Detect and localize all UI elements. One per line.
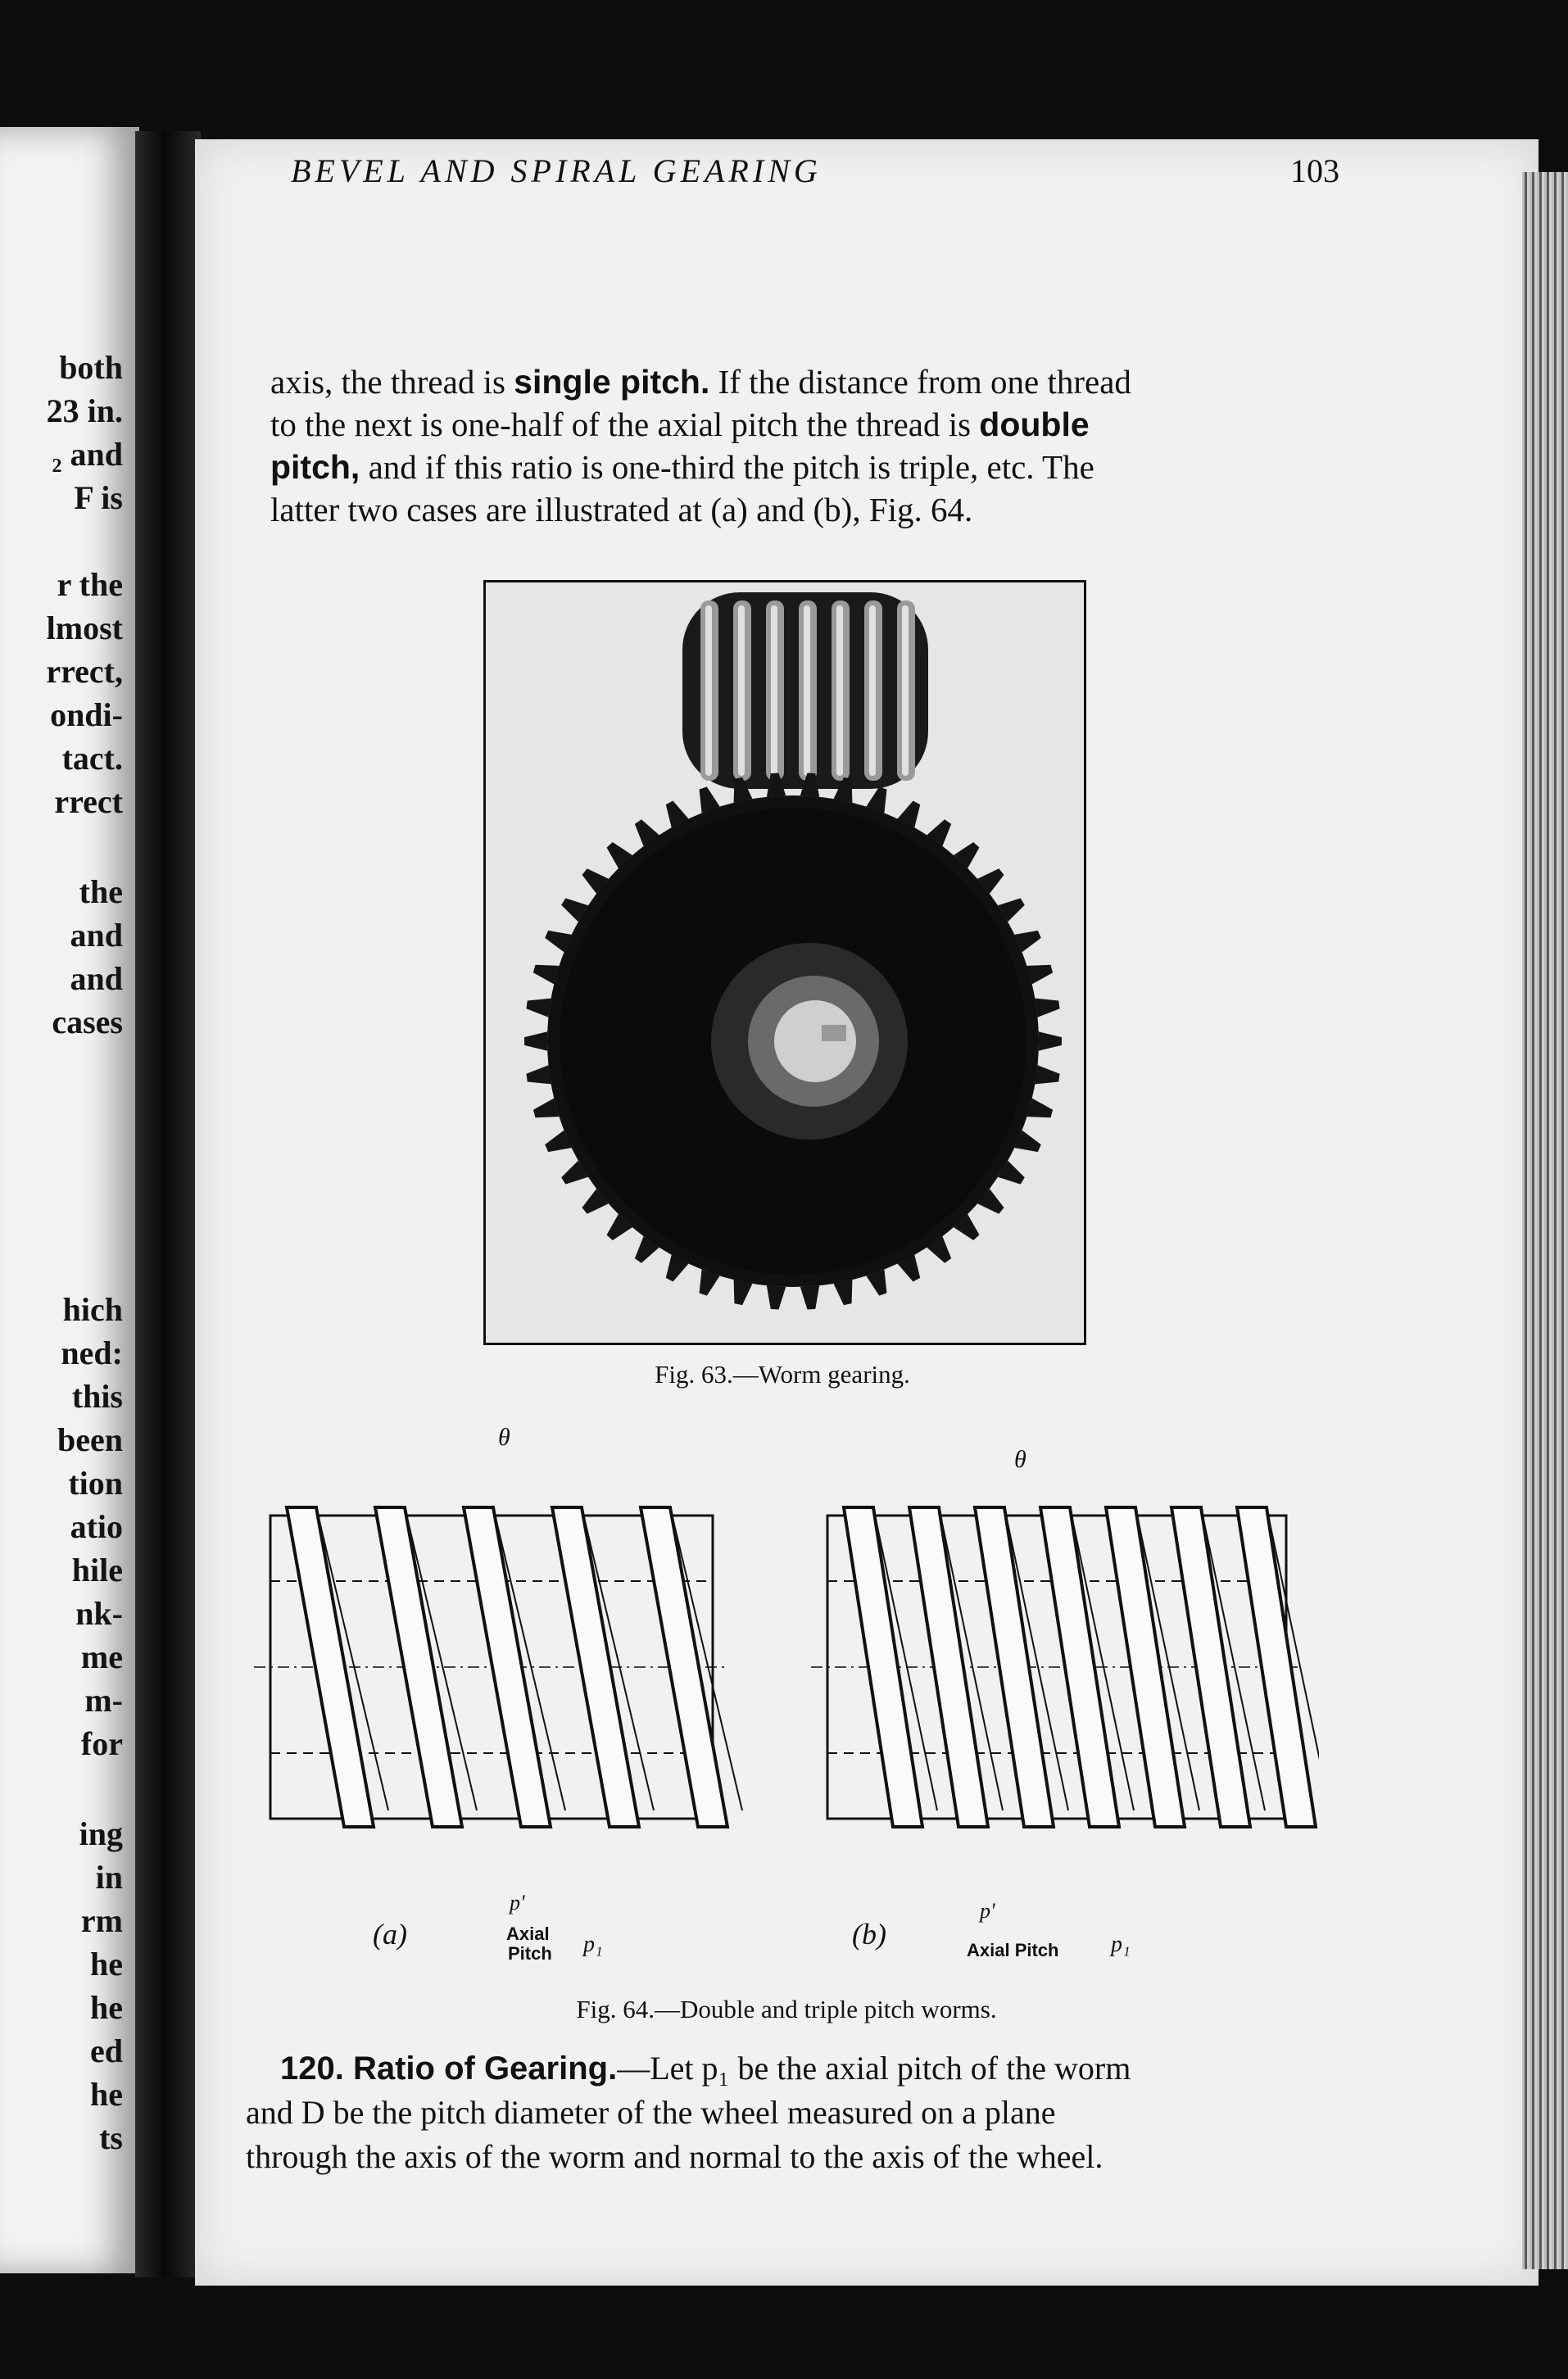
- section-line-1: 120. Ratio of Gearing.—Let p₁ be the axial pitch of the worm: [280, 2050, 1131, 2087]
- left-page-line: and: [70, 960, 123, 997]
- left-page-line: 23 in.: [46, 392, 123, 429]
- fig64b-p-prime: p': [980, 1899, 995, 1923]
- fig64a-p1: p₁: [583, 1932, 603, 1957]
- left-page-line: this: [71, 1378, 123, 1415]
- left-page-line: and: [70, 917, 123, 954]
- left-page: [0, 127, 139, 2273]
- left-page-line: ing: [79, 1815, 123, 1852]
- left-page-line: F is: [74, 479, 123, 516]
- left-page-line: for: [80, 1725, 123, 1762]
- left-page-line: tion: [68, 1465, 123, 1502]
- left-page-line: hile: [71, 1552, 123, 1588]
- left-page-line: ed: [90, 2032, 123, 2069]
- left-page-line: both: [59, 349, 123, 386]
- worm-gear-illustration: [486, 582, 1084, 1343]
- left-page-line: hich: [62, 1291, 123, 1328]
- left-page-line: r the: [57, 566, 123, 603]
- left-page-line: in: [95, 1859, 123, 1896]
- left-page-line: rrect: [54, 783, 123, 820]
- left-page-line: nk-: [75, 1595, 123, 1632]
- left-page-line: ned:: [61, 1335, 123, 1371]
- fig64b-axial-pitch-label: Axial Pitch: [967, 1940, 1059, 1960]
- fig63-worm-gear-photo: [483, 580, 1086, 1345]
- section-line-3: through the axis of the worm and normal to the axis of the wheel.: [246, 2138, 1103, 2175]
- fig64b-p1: p₁: [1111, 1932, 1131, 1957]
- left-page-line: tact.: [61, 740, 123, 777]
- section-heading: 120. Ratio of Gearing.: [280, 2050, 618, 2087]
- left-page-line: he: [90, 1946, 123, 1982]
- fig64a-pitch-label: Pitch: [508, 1943, 552, 1964]
- left-page-line: ₂ and: [52, 436, 123, 473]
- intro-line-1: axis, the thread is single pitch. If the distance from one thread: [270, 363, 1131, 401]
- book-gutter: [135, 131, 201, 2277]
- left-page-line: m-: [84, 1682, 123, 1719]
- fig64b-triple-pitch-worm: [811, 1417, 1319, 1884]
- left-page-line: cases: [52, 1004, 123, 1040]
- left-page-line: atio: [70, 1508, 123, 1545]
- intro-paragraph: [270, 360, 1331, 531]
- fig64a-p-prime: p': [510, 1891, 525, 1915]
- intro-line-4: latter two cases are illustrated at (a) and (b), Fig. 64.: [270, 491, 973, 528]
- worm-screw: [682, 592, 928, 789]
- left-page-line: ts: [99, 2119, 123, 2156]
- left-page-line: he: [90, 2076, 123, 2113]
- fig64a-label: (a): [373, 1918, 407, 1951]
- left-page-line: been: [57, 1421, 123, 1458]
- intro-line-2: to the next is one-half of the axial pitch the thread is double: [270, 406, 1090, 443]
- left-page-line: the: [79, 873, 123, 910]
- page-edges: [1522, 172, 1568, 2269]
- fig64b-theta-label: θ: [1014, 1446, 1026, 1473]
- intro-line-3: pitch, and if this ratio is one-third the pitch is triple, etc. The: [270, 448, 1094, 486]
- fig64a-axial-label: Axial: [506, 1924, 550, 1944]
- left-page-line: ondi-: [50, 696, 123, 733]
- left-page-line: he: [90, 1989, 123, 2026]
- fig64a-double-pitch-worm: [246, 1417, 770, 1884]
- fig64b-label: (b): [852, 1918, 886, 1951]
- section-120: [246, 2046, 1303, 2179]
- section-line-2: and D be the pitch diameter of the wheel measured on a plane: [246, 2094, 1056, 2131]
- fig64a-theta-label: θ: [498, 1424, 510, 1451]
- running-title: BEVEL AND SPIRAL GEARING: [291, 152, 822, 189]
- left-page-line: rrect,: [46, 653, 123, 690]
- worm-thread: [287, 1507, 374, 1827]
- left-page-line: me: [80, 1638, 123, 1675]
- left-page-line: rm: [80, 1902, 123, 1939]
- page-number: 103: [1290, 152, 1339, 189]
- fig63-caption: Fig. 63.—Worm gearing.: [655, 1360, 910, 1389]
- left-page-line: lmost: [46, 609, 123, 646]
- fig64-caption: Fig. 64.—Double and triple pitch worms.: [576, 1995, 997, 2023]
